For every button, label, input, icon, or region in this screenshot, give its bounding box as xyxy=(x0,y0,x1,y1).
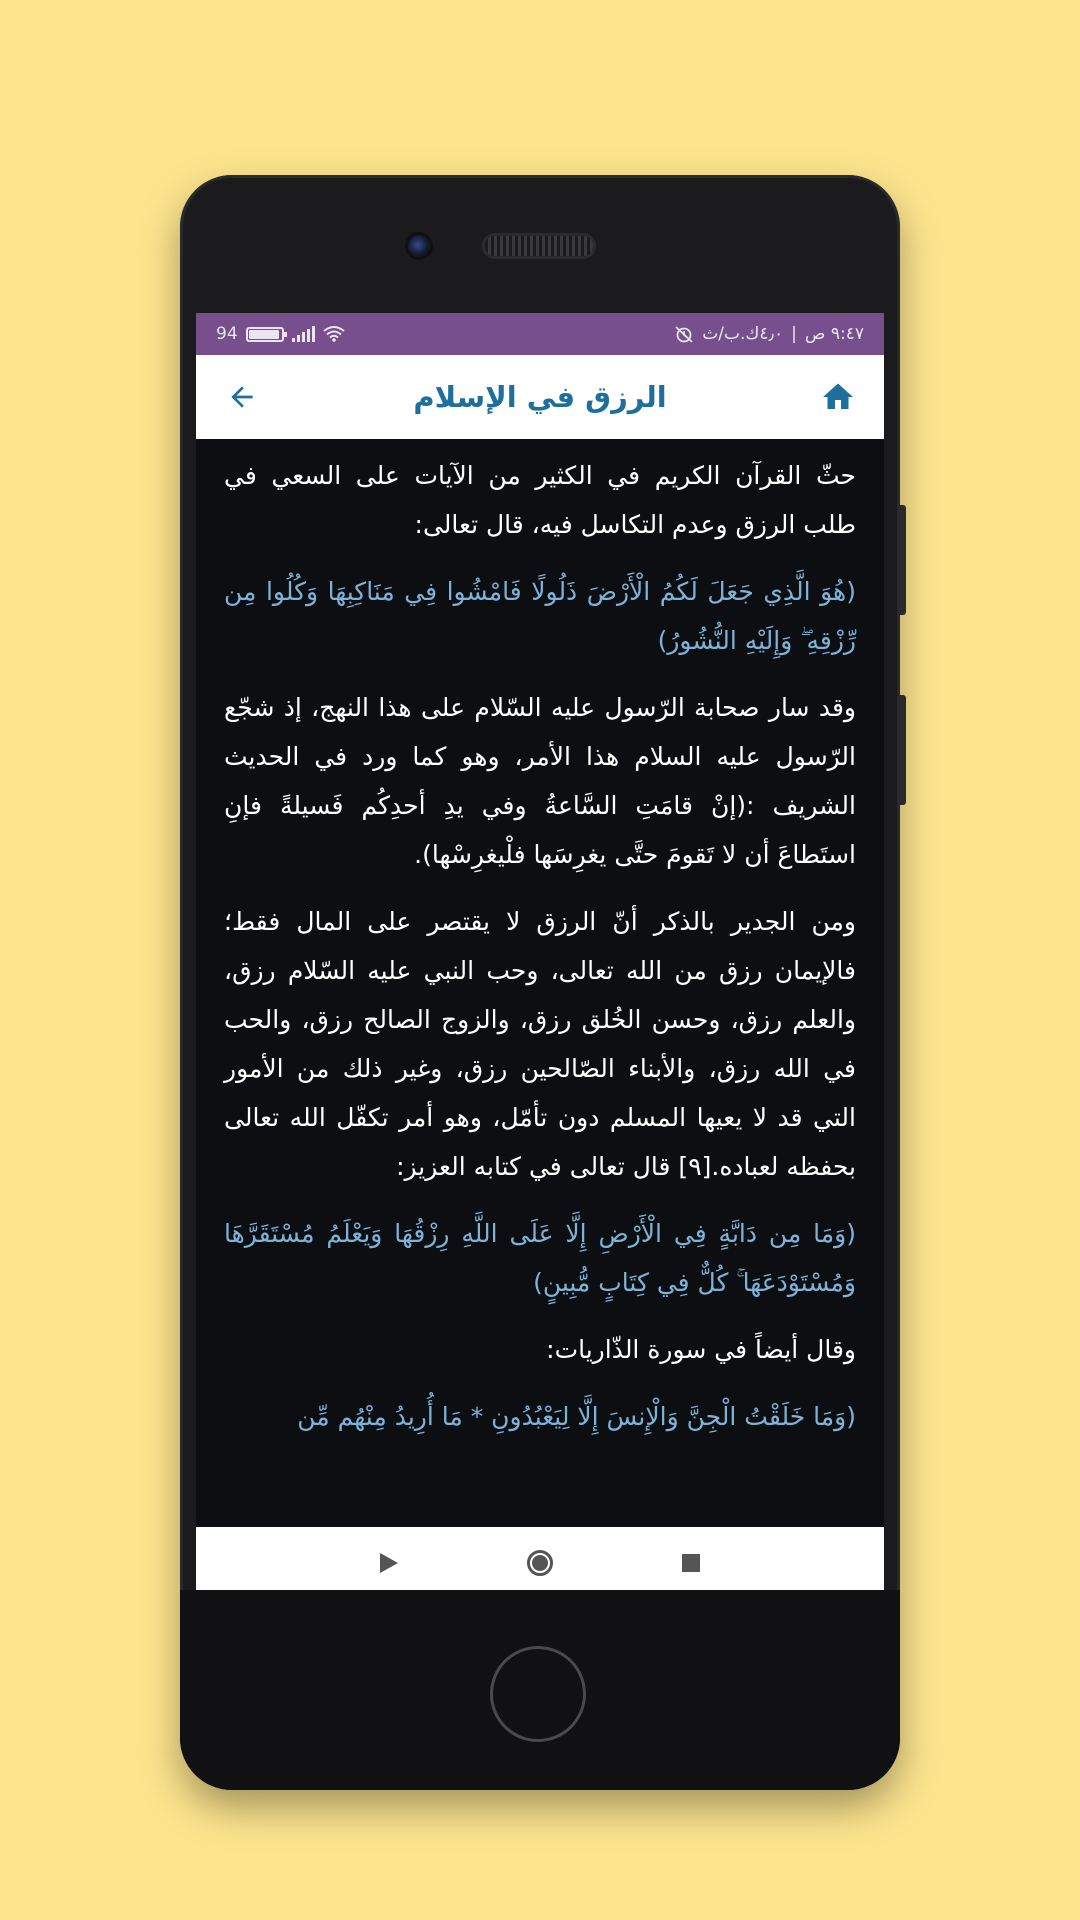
page-title: الرزق في الإسلام xyxy=(413,380,667,414)
status-left xyxy=(216,324,345,344)
power-button xyxy=(900,695,906,805)
nav-recents-icon[interactable] xyxy=(682,1554,700,1572)
alarm-off-icon xyxy=(674,325,694,343)
article-paragraph: وقال أيضاً في سورة الذّاريات: xyxy=(546,1335,856,1364)
signal-icon xyxy=(292,326,315,342)
status-right xyxy=(674,324,864,344)
network-speed: ٤٫٠ك.ب/ث xyxy=(702,324,784,344)
wifi-icon xyxy=(323,326,345,342)
quran-verse: (وَمَا خَلَقْتُ الْجِنَّ وَالْإِنسَ إِلَّا لِيَعْبُدُونِ * مَا أُرِيدُ مِنْهُم مِّن xyxy=(297,1402,856,1431)
screen xyxy=(196,313,884,1599)
back-button[interactable] xyxy=(218,373,266,421)
article-content[interactable] xyxy=(196,439,884,1527)
front-camera xyxy=(408,235,430,257)
battery-fill xyxy=(249,330,279,339)
status-bar xyxy=(196,313,884,355)
phone-chin xyxy=(180,1590,900,1790)
system-nav-bar xyxy=(196,1527,884,1599)
app-bar xyxy=(196,355,884,439)
quran-verse: (وَمَا مِن دَابَّةٍ فِي الْأَرْضِ إِلَّا عَلَى اللَّهِ رِزْقُهَا وَيَعْلَمُ مُسْتَقَرَّهَا وَمُسْتَوْدَعَهَا ۚ كُلٌّ فِي كِتَابٍ مُّبِينٍ) xyxy=(224,1219,856,1297)
volume-button xyxy=(900,505,906,615)
article-paragraph: حثّ القرآن الكريم في الكثير من الآيات على السعي في طلب الرزق وعدم التكاسل فيه، قال تعالى: xyxy=(224,461,856,539)
nav-back-icon[interactable] xyxy=(380,1553,398,1573)
status-time: ٩:٤٧ ص xyxy=(804,324,864,344)
battery-percent: 94 xyxy=(216,324,238,344)
home-button[interactable] xyxy=(814,373,862,421)
arrow-back-icon xyxy=(226,381,258,413)
article-paragraph: وقد سار صحابة الرّسول عليه السّلام على هذا النهج، إذ شجّع الرّسول عليه السلام هذا الأمر، وهو كما ورد في الحديث الشريف :(إنْ قامَتِ السَّاعةُ وفي يدِ أحدِكُم فَسيلةً فإنِ استَطاعَ أن لا تَقومَ حتَّى يغرِسَها فلْيغرِسْها). xyxy=(224,693,856,869)
home-icon xyxy=(820,379,856,415)
quran-verse: (هُوَ الَّذِي جَعَلَ لَكُمُ الْأَرْضَ ذَلُولًا فَامْشُوا فِي مَنَاكِبِهَا وَكُلُوا مِن رِّزْقِهِ ۖ وَإِلَيْهِ النُّشُورُ) xyxy=(224,577,856,655)
status-separator: | xyxy=(791,324,797,344)
phone-frame xyxy=(180,175,900,1790)
earpiece-speaker xyxy=(482,233,596,259)
nav-home-icon[interactable] xyxy=(527,1550,553,1576)
battery-icon xyxy=(246,327,284,342)
article-paragraph: ومن الجدير بالذكر أنّ الرزق لا يقتصر على المال فقط؛ فالإيمان رزق من الله تعالى، وحب النبي عليه السّلام رزق، والعلم رزق، وحسن الخُلق رزق، والزوج الصالح رزق، والحب في الله رزق، والأبناء الصّالحين رزق، وغير ذلك من الأمور التي قد لا يعيها المسلم دون تأمّل، وهو أمر تكفّل الله تعالى بحفظه لعباده.[٩] قال تعالى في كتابه العزيز: xyxy=(224,907,856,1181)
hardware-home-button[interactable] xyxy=(490,1646,586,1742)
